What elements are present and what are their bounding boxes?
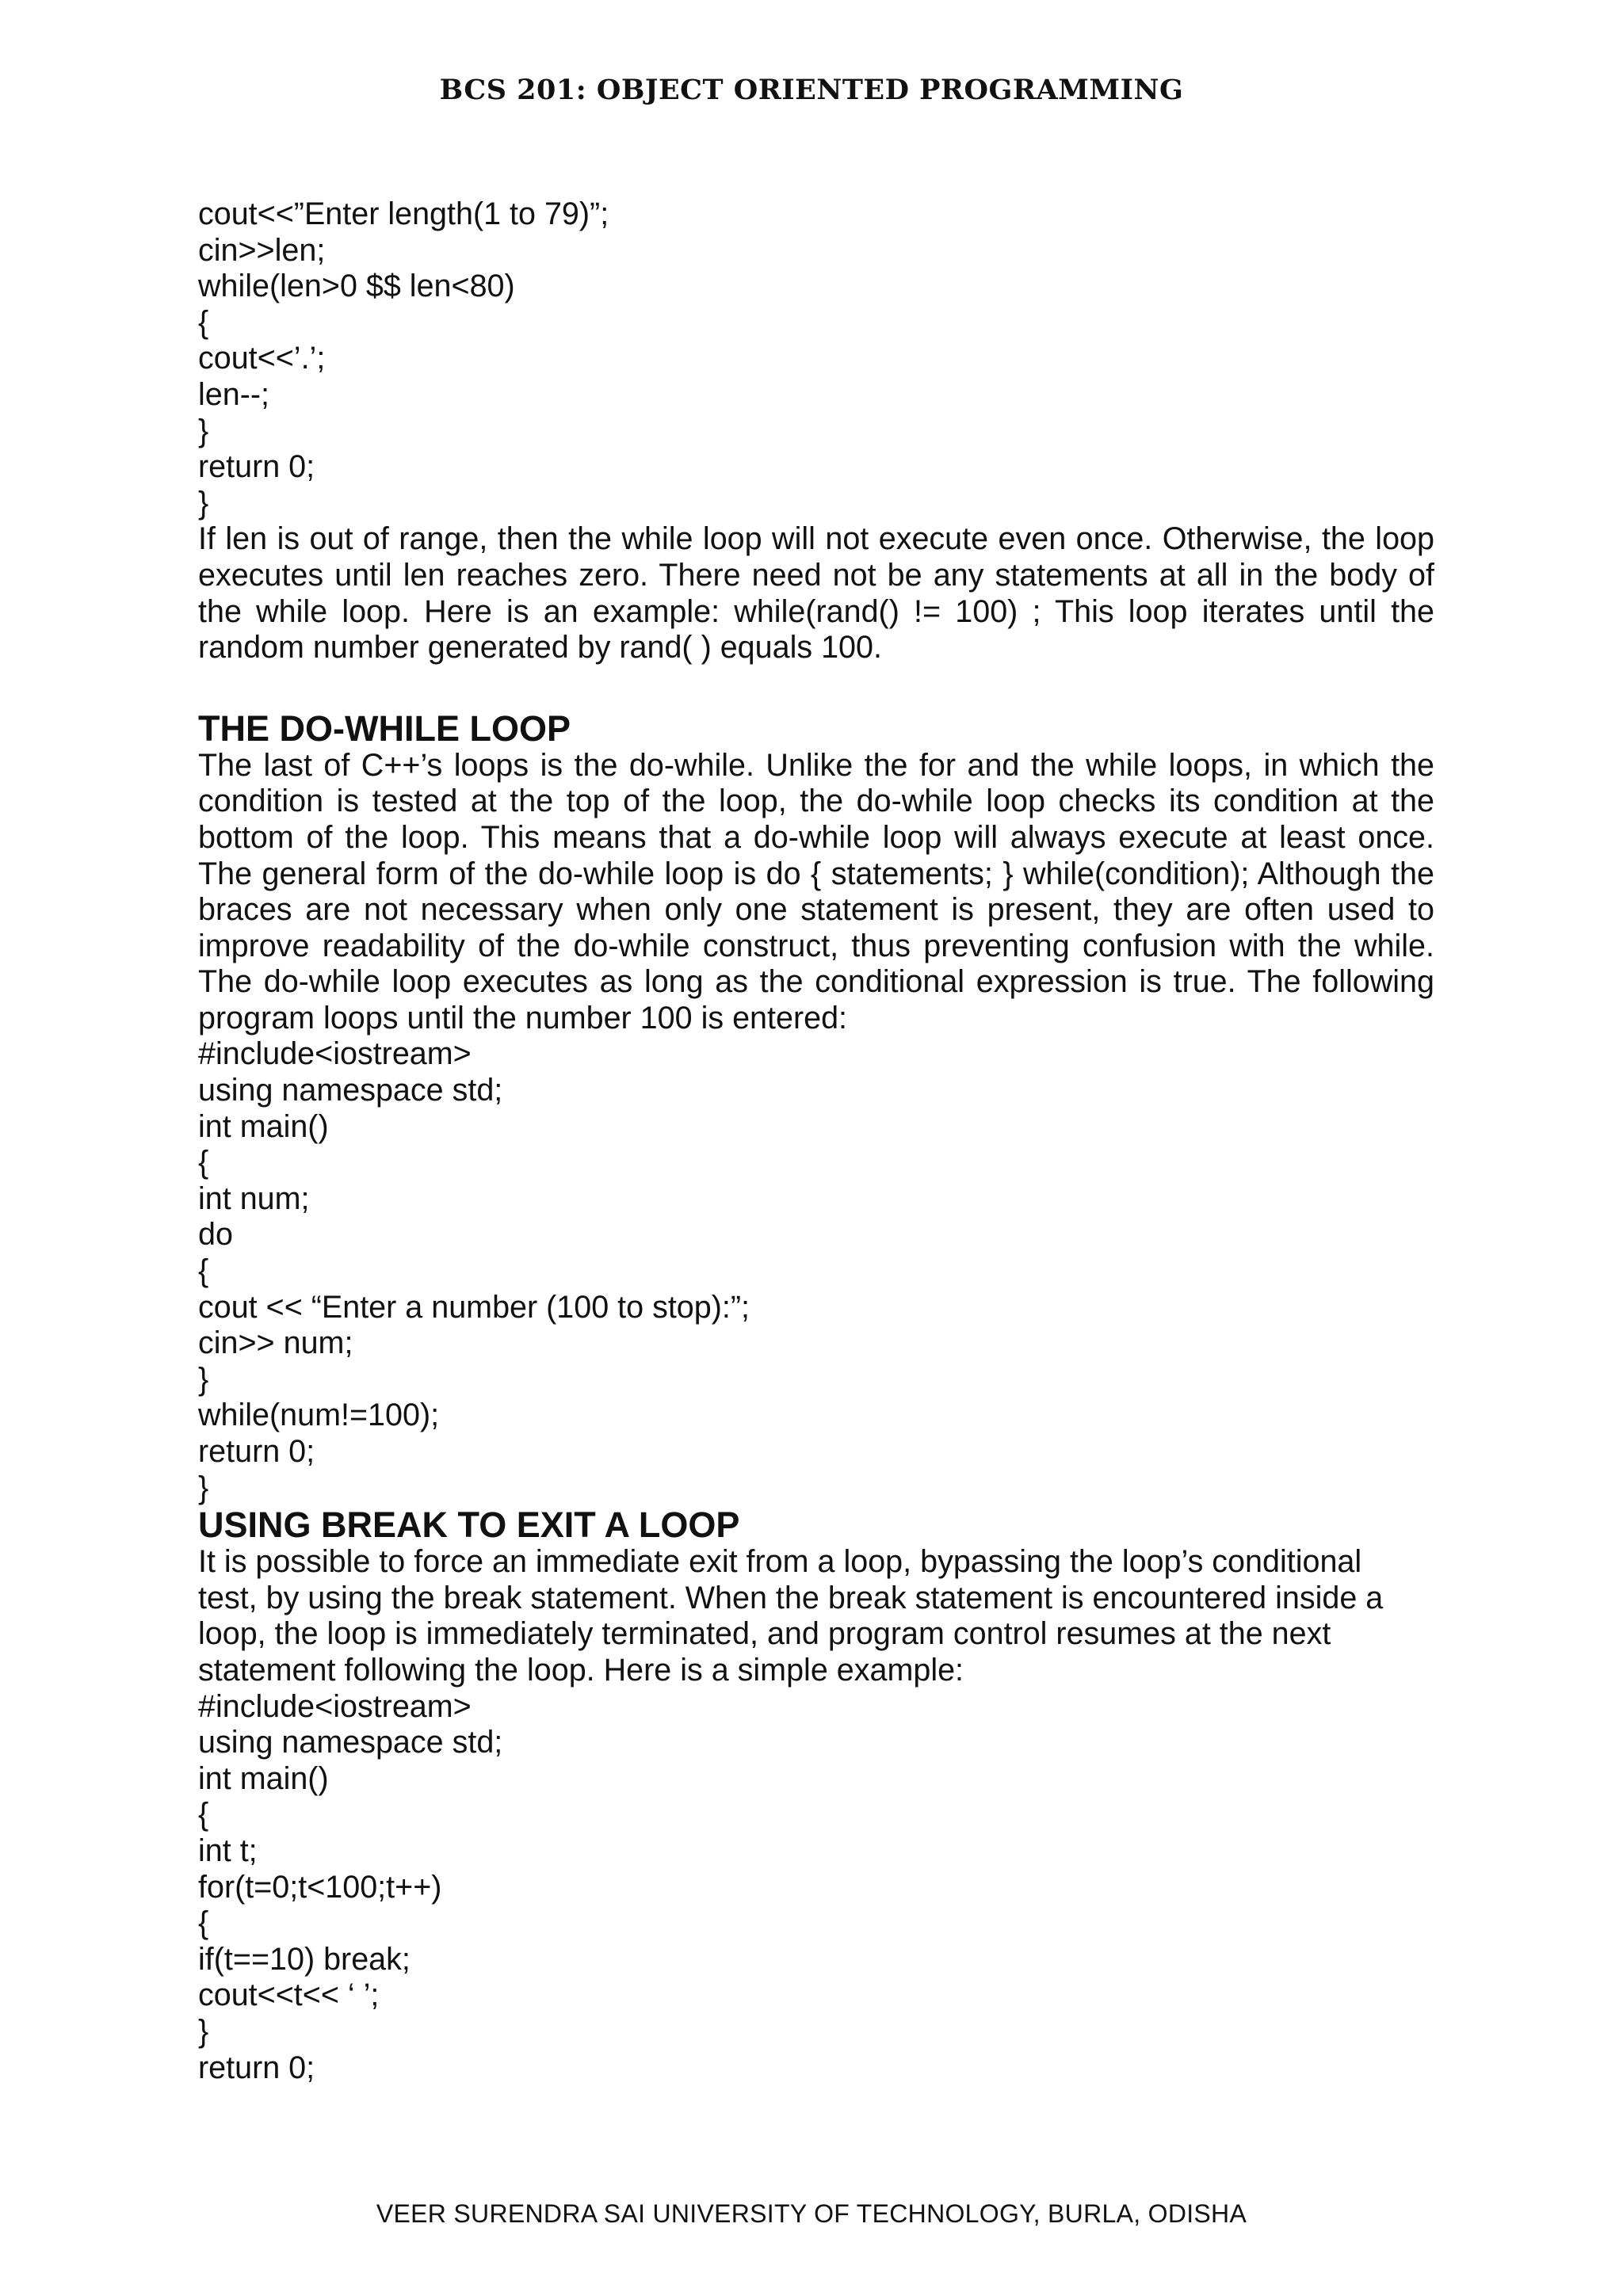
code-line: cout<<’.’; [198, 341, 326, 376]
code-line: { [198, 1797, 209, 1833]
page-header: BCS 201: OBJECT ORIENTED PROGRAMMING [439, 74, 1184, 106]
code-line: while(num!=100); [198, 1398, 440, 1433]
paragraph-line: statement following the loop. Here is a simple example: [198, 1652, 964, 1688]
code-line: } [198, 2013, 209, 2049]
code-line: { [198, 304, 209, 340]
code-line: cin>> num; [198, 1325, 353, 1361]
code-line: do [198, 1217, 233, 1253]
code-line: while(len>0 $$ len<80) [198, 269, 515, 304]
code-line: return 0; [198, 449, 315, 485]
code-line: cin>>len; [198, 232, 326, 268]
code-line: int t; [198, 1833, 258, 1868]
paragraph-line: loop, the loop is immediately terminated, and program control resumes at the next [198, 1616, 1331, 1652]
code-line: cout<<”Enter length(1 to 79)”; [198, 196, 609, 231]
code-line: } [198, 1470, 209, 1505]
paragraph-line: It is possible to force an immediate exit from a loop, bypassing the loop’s conditional [198, 1544, 1362, 1580]
page-content [198, 196, 1434, 2086]
code-line: { [198, 1253, 209, 1289]
code-block-while-fragment [198, 196, 1434, 521]
code-line: using namespace std; [198, 1725, 503, 1760]
heading-do-while-loop: THE DO-WHILE LOOP [198, 707, 571, 749]
code-line: for(t=0;t<100;t++) [198, 1869, 442, 1905]
code-line: #include<iostream> [198, 1688, 472, 1724]
code-line: #include<iostream> [198, 1036, 472, 1072]
code-line: using namespace std; [198, 1073, 503, 1108]
code-line: if(t==10) break; [198, 1941, 411, 1977]
code-line: int num; [198, 1180, 310, 1216]
code-block-break [198, 1689, 1434, 2087]
code-line: len--; [198, 376, 269, 412]
page-footer: VEER SURENDRA SAI UNIVERSITY OF TECHNOLOGY, BURLA, ODISHA [376, 2199, 1247, 2228]
code-line: } [198, 485, 209, 521]
paragraph-line: test, by using the break statement. When the break statement is encountered inside a [198, 1580, 1384, 1615]
code-line: { [198, 1905, 209, 1941]
code-line: } [198, 1361, 209, 1397]
paragraph-while-explanation: If len is out of range, then the while loop will not execute even once. Otherwise, the loop executes until len reaches zero. There need not be any statements at all in the body of the while loop. Here is an example: while(rand() != 100) ; This loop iterates until the random number generated by rand( ) equals 100. [198, 521, 1434, 666]
code-line: int main() [198, 1108, 329, 1144]
code-line: } [198, 413, 209, 448]
code-line: int main() [198, 1760, 329, 1796]
paragraph-break [198, 1544, 1434, 1688]
code-line: cout << “Enter a number (100 to stop):”; [198, 1289, 750, 1325]
heading-using-break: USING BREAK TO EXIT A LOOP [198, 1505, 740, 1546]
code-block-do-while [198, 1036, 1434, 1506]
code-line: { [198, 1145, 209, 1180]
spacer [198, 666, 1434, 710]
code-line: return 0; [198, 2050, 315, 2085]
code-line: return 0; [198, 1434, 315, 1469]
paragraph-do-while: The last of C++’s loops is the do-while. Unlike the for and the while loops, in which the condition is tested at the top of the loop, the do-while loop checks its condition at the bottom of the loop. This means that a do-while loop will always execute at least once. The general form of the do-while loop is do { statements; } while(condition); Although the braces are not necessary when only one statement is present, they are often used to improve readability of the do-while construct, thus preventing confusion with the while. The do-while loop executes as long as the conditional expression is true. The following program loops until the number 100 is entered: [198, 747, 1434, 1035]
code-line: cout<<t<< ‘ ’; [198, 1978, 380, 2013]
